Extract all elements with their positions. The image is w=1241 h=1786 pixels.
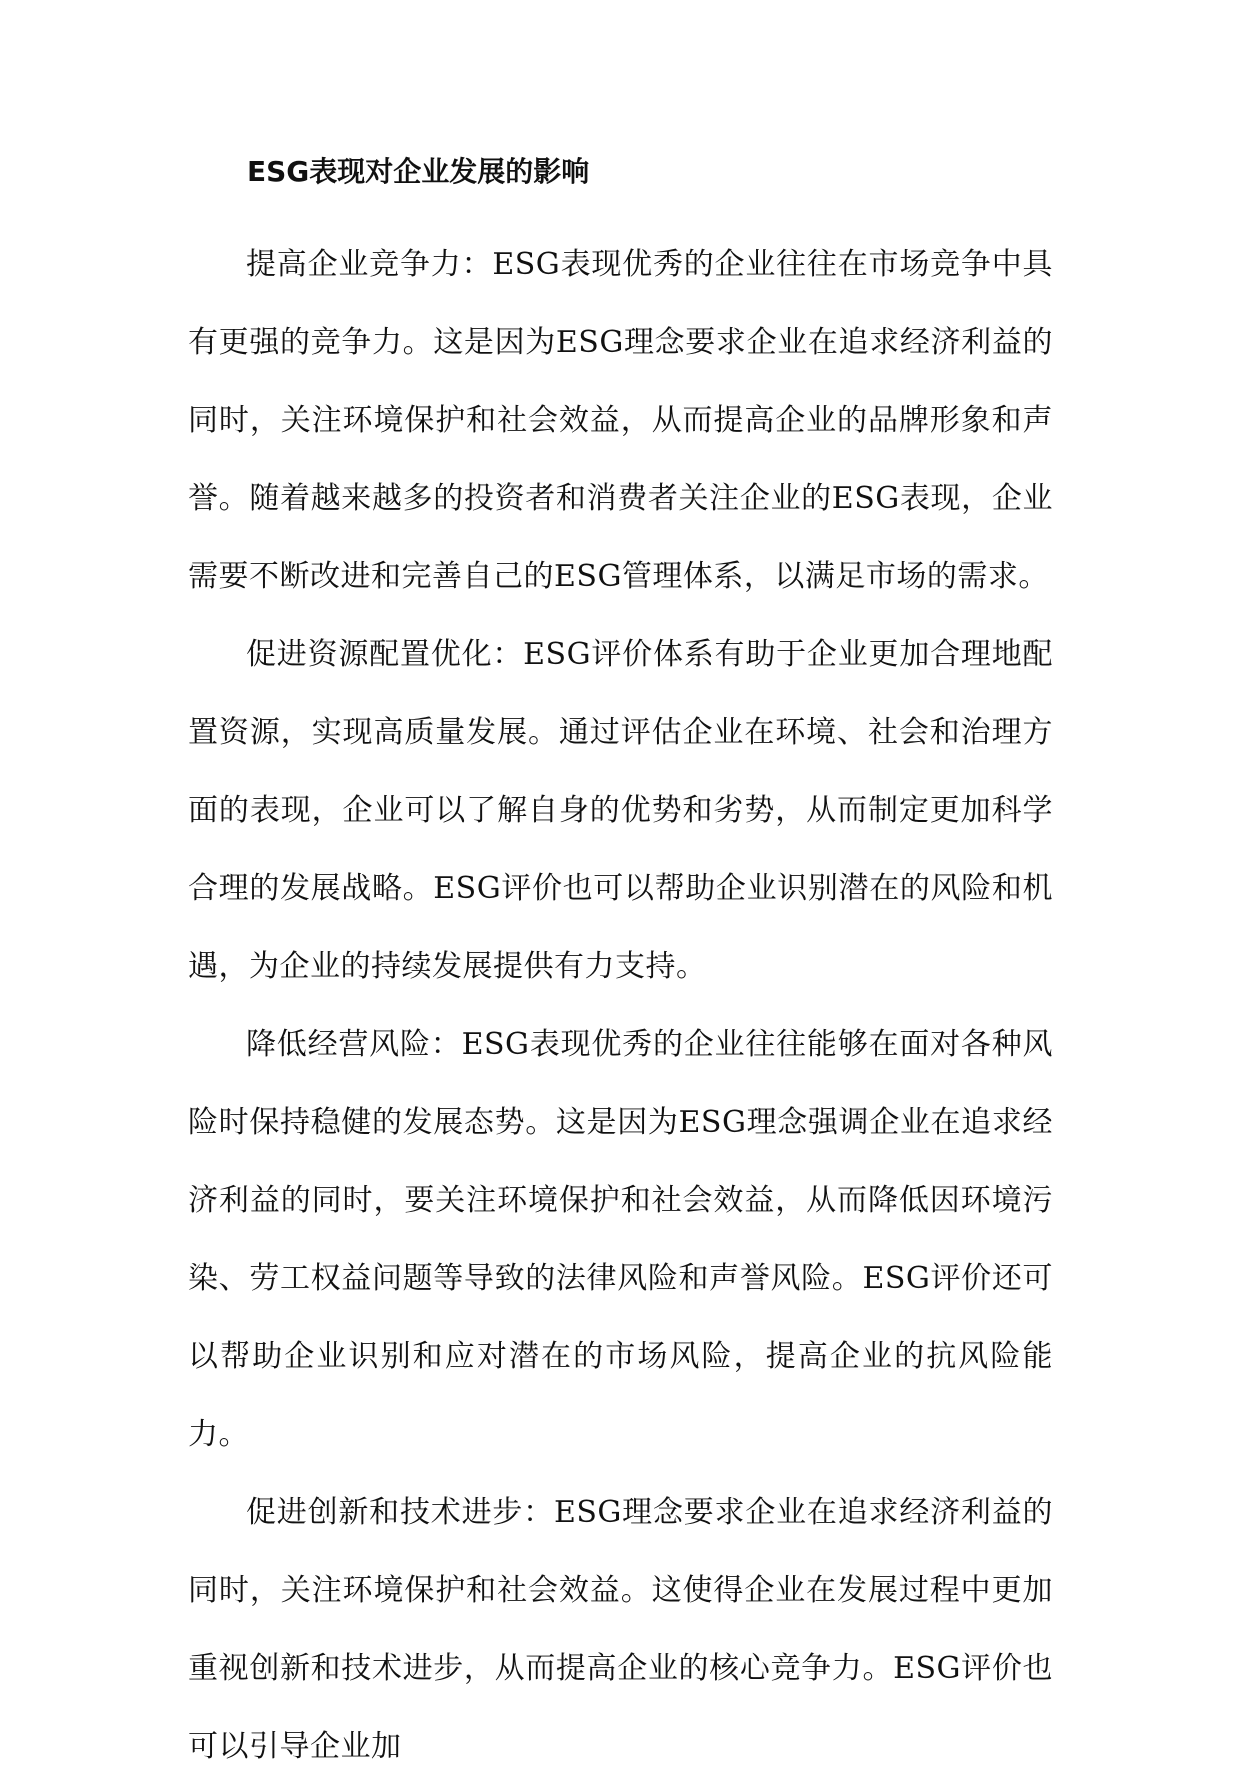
paragraph-risk-reduction: 降低经营风险：ESG表现优秀的企业往往能够在面对各种风险时保持稳健的发展态势。这是因为ESG理念强调企业在追求经济利益的同时，要关注环境保护和社会效益，从而降低因环境污染、劳工权益问题等导致的法律风险和声誉风险。ESG评价还可以帮助企业识别和应对潜在的市场风险，提高企业的抗风险能力。 xyxy=(188,1027,1053,1452)
paragraph-innovation: 促进创新和技术进步：ESG理念要求企业在追求经济利益的同时，关注环境保护和社会效益。这使得企业在发展过程中更加重视创新和技术进步，从而提高企业的核心竞争力。ESG评价也可以引导企业加 xyxy=(188,1495,1053,1764)
paragraph-competitiveness: 提高企业竞争力：ESG表现优秀的企业往往在市场竞争中具有更强的竞争力。这是因为ESG理念要求企业在追求经济利益的同时，关注环境保护和社会效益，从而提高企业的品牌形象和声誉。随着越来越多的投资者和消费者关注企业的ESG表现，企业需要不断改进和完善自己的ESG管理体系，以满足市场的需求。 xyxy=(188,247,1053,594)
document-body xyxy=(188,146,1053,1786)
paragraph-resource-allocation: 促进资源配置优化：ESG评价体系有助于企业更加合理地配置资源，实现高质量发展。通过评估企业在环境、社会和治理方面的表现，企业可以了解自身的优势和劣势，从而制定更加科学合理的发展战略。ESG评价也可以帮助企业识别潜在的风险和机遇，为企业的持续发展提供有力支持。 xyxy=(188,637,1053,984)
document-heading: ESG表现对企业发展的影响 xyxy=(247,155,590,188)
